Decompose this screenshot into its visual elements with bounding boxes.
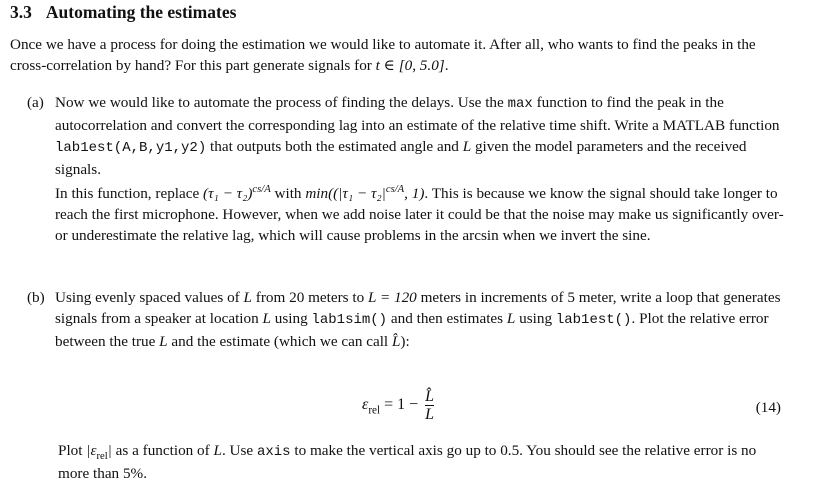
text: and then estimates: [387, 310, 507, 327]
text: with: [270, 185, 306, 202]
code-lab1sim: lab1sim(): [311, 312, 388, 328]
intro-text-1: Once we have a process for doing the estimation we would like to automate it. After all, who wants to find the peaks in the cross-correlation by hand? For this part generate signals for: [10, 36, 756, 74]
math-epsilon: ε: [362, 396, 369, 414]
math-abs-epsilon: |ε: [86, 442, 97, 459]
item-b: [27, 287, 787, 352]
equation-14: [0, 384, 815, 428]
intro-text-2: .: [444, 57, 449, 74]
code-lab1est: lab1est(A,B,y1,y2): [55, 140, 207, 156]
item-b-paragraph: [55, 287, 787, 352]
text: as a function of: [111, 442, 214, 459]
text: . Use: [221, 442, 257, 459]
text: . This is because we know the signal should take longer to reach the first microphone. However, when we add noise later it could be that the noise may make us significantly over- or underestimate the relative lag, which will cause problems in the arcsin when we invert the sine.: [55, 185, 784, 244]
equation-body: [362, 388, 434, 423]
math-equals: = 1 −: [380, 396, 423, 414]
final-paragraph: [58, 440, 788, 484]
math-tau-diff: (τ₁ − τ₂): [203, 185, 253, 202]
math-L: L: [243, 289, 252, 306]
text: using: [515, 310, 556, 327]
text: ):: [400, 333, 410, 350]
text: Now we would like to automate the process of finding the delays. Use the: [55, 94, 508, 111]
math-subscript: rel: [368, 404, 381, 417]
math-L: L: [159, 333, 168, 350]
math-frac: cs/A: [385, 183, 405, 195]
text: In this function, replace: [55, 185, 204, 202]
item-a-paragraph-1: [55, 92, 787, 180]
math-min-end: , 1): [404, 185, 425, 202]
section-number: 3.3: [10, 2, 32, 22]
math-L-hat: L̂: [391, 333, 401, 350]
text: meters in increments of 5 meter, write a loop that generates signals from a speaker at location: [55, 289, 781, 327]
intro-paragraph: [10, 34, 780, 76]
math-subscript: rel: [96, 451, 108, 463]
text: using: [270, 310, 312, 327]
code-lab1est: lab1est(): [555, 312, 632, 328]
math-L: L: [213, 442, 222, 459]
item-a-paragraph-2: [55, 183, 787, 246]
equation-number: (14): [755, 399, 781, 416]
text: given the model parameters and the received signals.: [55, 138, 747, 178]
text: that outputs both the estimated angle and: [206, 138, 463, 155]
math-frac: cs/A: [252, 183, 271, 195]
item-b-label: (b): [27, 289, 45, 306]
section-heading: [10, 2, 236, 23]
math-L: L: [506, 310, 516, 327]
section-title: Automating the estimates: [45, 2, 237, 22]
text: to make the vertical axis go up to 0.5. You should see the relative error is no more than 5%.: [58, 442, 757, 482]
math-L-120: L = 120: [367, 289, 417, 306]
text: Using evenly spaced values of: [55, 289, 244, 306]
text: . Plot the relative error between the true: [55, 310, 769, 350]
text: from 20 meters to: [251, 289, 368, 306]
math-min: min((|τ₁ − τ₂|: [305, 185, 386, 202]
math-L: L: [462, 138, 472, 155]
math-abs-end: |: [107, 442, 112, 459]
item-a-label: (a): [27, 94, 44, 111]
code-max: max: [507, 96, 533, 112]
code-axis: axis: [256, 444, 291, 460]
text: and the estimate (which we can call: [167, 333, 392, 350]
item-a: [27, 92, 787, 246]
fraction-numerator: L̂: [425, 388, 435, 405]
text: function to find the peak in the autocorrelation and convert the corresponding lag into an estimate of the relative time shift. Write a MATLAB function: [55, 94, 780, 134]
fraction-denominator: L: [425, 406, 435, 423]
text: Plot: [58, 442, 87, 459]
fraction: [425, 388, 434, 423]
math-L: L: [262, 310, 271, 327]
intro-math: t ∈ [0, 5.0]: [375, 57, 445, 74]
